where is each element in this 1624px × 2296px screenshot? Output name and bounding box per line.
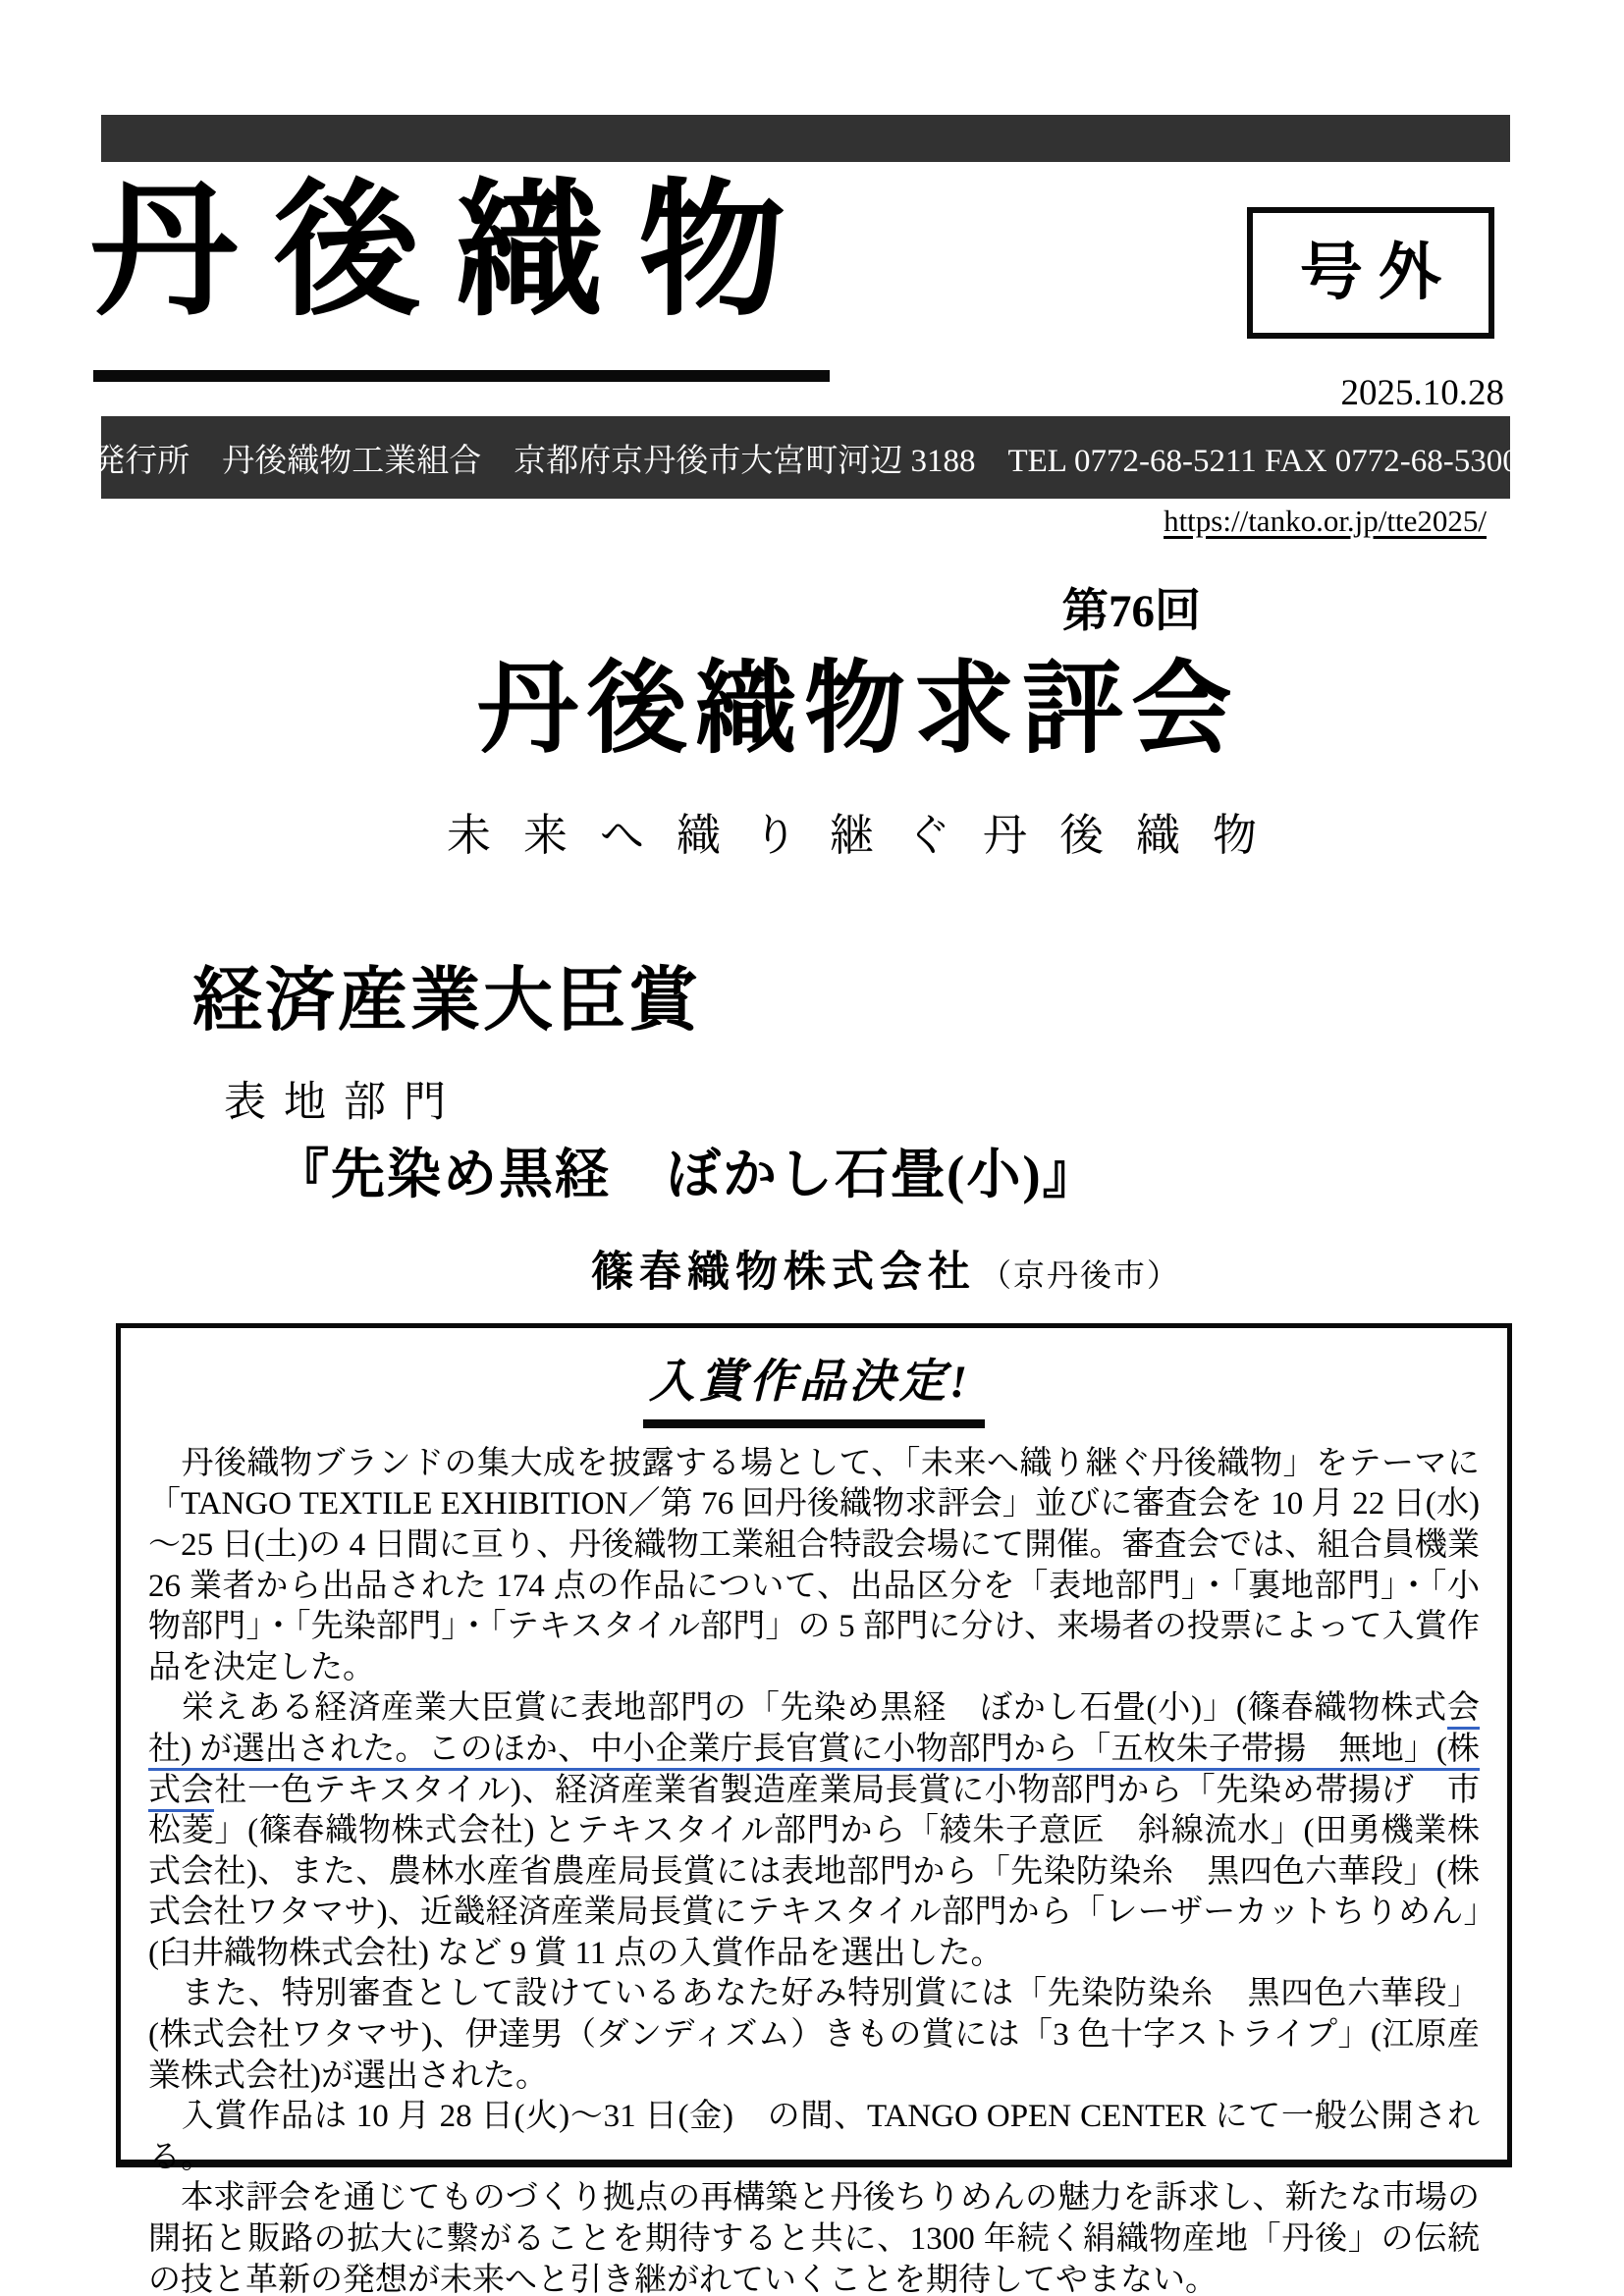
extra-edition-label: 号 外	[1300, 238, 1441, 307]
paragraph-closing: 本求評会を通じてものづくり拠点の再構築と丹後ちりめんの魅力を訴求し、新たな市場の開拓と販路の拡大に繋がることを期待すると共に、1300 年続く絹織物産地「丹後」の伝統の技と革新の発想が未来へと引き継がれていくことを期待してやまない。	[148, 2180, 1481, 2296]
announcement-heading-wrap	[121, 1354, 1507, 1428]
top-decorative-bar	[101, 115, 1510, 162]
paragraph-overview: 丹後織物ブランドの集大成を披露する場として、「未来へ織り継ぐ丹後織物」をテーマに「TANGO TEXTILE EXHIBITION／第 76 回丹後織物求評会」並びに審査会を 10 月 22 日(水)～25 日(土)の 4 日間に亘り、丹後織物工業組合特設会場にて開催。審査会では、組合員機業 26 業者から出品された 174 点の作品について、出品区分を「表地部門」・「裏地部門」・「小物部門」・「先染部門」・「テキスタイル部門」の 5 部門に分け、来場者の投票によって入賞作品を決定した。	[148, 1445, 1480, 1685]
masthead-logo-underline	[93, 370, 830, 382]
paragraph-public-exhibit: 入賞作品は 10 月 28 日(火)～31 日(金) の間、TANGO OPEN CENTER にて一般公開される。	[148, 2099, 1480, 2175]
edition-number: 第76回	[1062, 586, 1201, 637]
paragraph-awards-rest: 社一色テキスタイル)、経済産業省製造産業局長賞に小物部門から「先染め帯揚げ 市松菱」(篠春織物株式会社) とテキスタイル部門から「綾朱子意匠 斜線流水」(田勇機業株式会社)、また、農林水産省農産局長賞には表地部門から「先染防染糸 黒四色六華段」(株式会社ワタマサ)、近畿経済産業局長賞にテキスタイル部門から「レーザーカットちりめん」(臼井織物株式会社) など 9 賞 11 点の入賞作品を選出した。	[148, 1772, 1481, 1971]
issue-date: 2025.10.28	[1340, 373, 1504, 413]
site-url-link[interactable]: https://tanko.or.jp/tte2025/	[1164, 504, 1487, 538]
paragraph-awards	[148, 1688, 1480, 1974]
paragraph-awards-lead: 栄えある経済産業大臣賞に表地部門の「先染め黒経 ぼかし石畳(小)」(篠春織物株式	[148, 1690, 1447, 1727]
announcement-box	[116, 1323, 1512, 2296]
masthead-logo: 丹後織物	[90, 171, 822, 334]
company-city: （京丹後市）	[980, 1257, 1181, 1293]
prize-title: 経済産業大臣賞	[192, 963, 702, 1040]
company-line	[591, 1239, 1180, 1299]
division-label: 表地部門	[224, 1080, 463, 1126]
extra-edition-box	[1247, 207, 1494, 339]
subtitle: 未来へ織り継ぐ丹後織物	[447, 811, 1290, 860]
work-title: 『先染め黒経 ぼかし石畳(小)』	[275, 1145, 1099, 1204]
hyperlink-underlined-text[interactable]: 会社) が選出された。このほか、中小企業庁長官賞に小物部門から「五枚朱子帯揚 無地」(株式会	[148, 1690, 1480, 1811]
paragraph-special-awards: また、特別審査として設けているあなた好み特別賞には「先染防染糸 黒四色六華段」(株式会社ワタマサ)、伊達男（ダンディズム）きもの賞には「3 色十字ストライプ」(江原産業株式会社)が選出された。	[148, 1976, 1480, 2094]
announcement-heading: 入賞作品決定!	[643, 1354, 985, 1428]
company-name: 篠春織物株式会社	[591, 1250, 976, 1296]
main-title: 丹後織物求評会	[477, 654, 1240, 766]
publisher-line: 発行所 丹後織物工業組合 京都府京丹後市大宮町河辺 3188 TEL 0772-68-5211 FAX 0772-68-5300	[92, 443, 1519, 479]
publisher-bar	[92, 416, 1519, 499]
announcement-body	[148, 1444, 1480, 2296]
